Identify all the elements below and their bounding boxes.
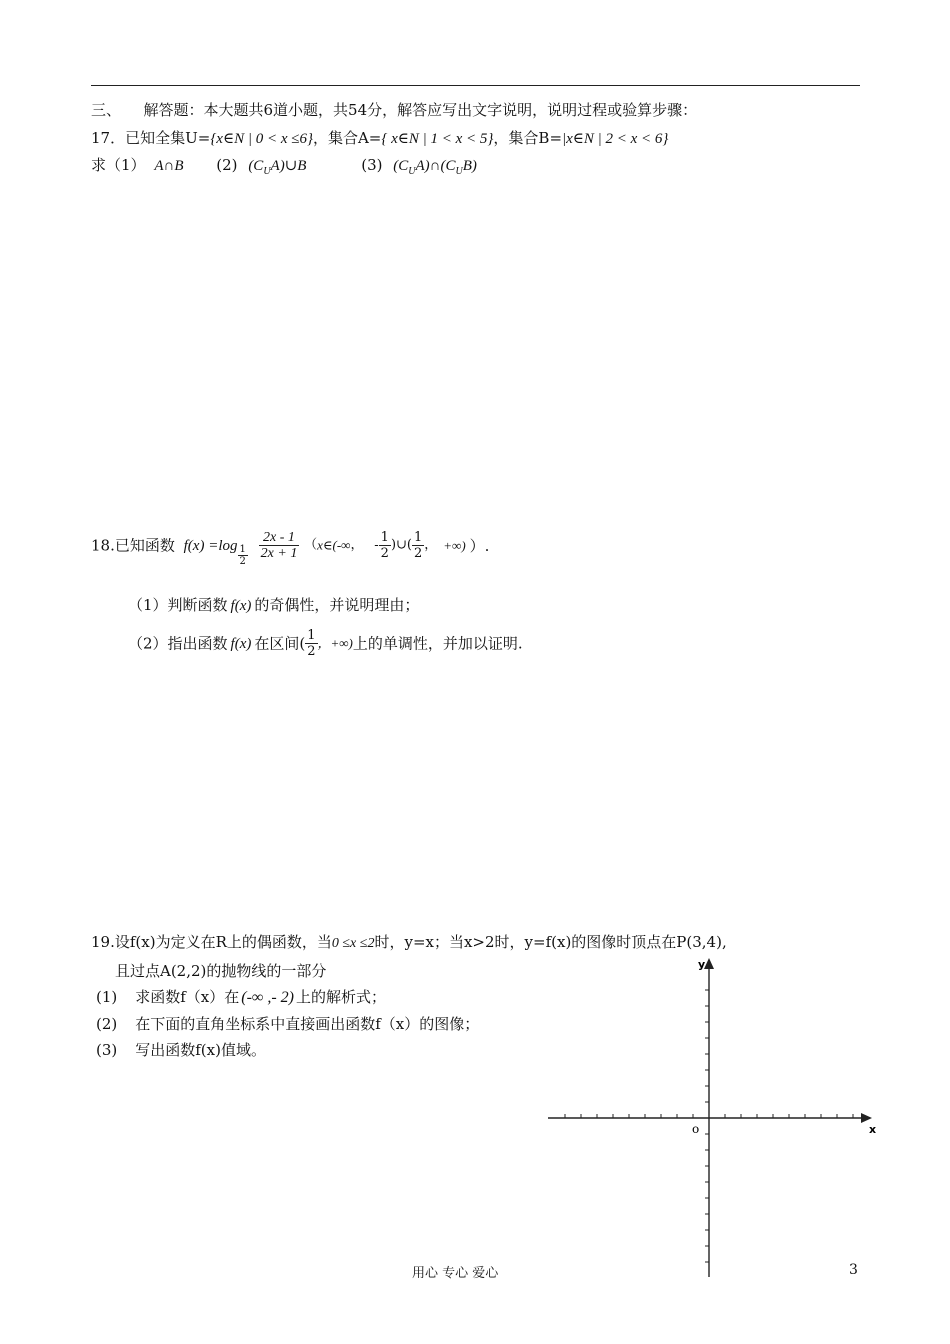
x-axis-label: x — [869, 1123, 877, 1136]
q17-part2-label: (2) — [216, 156, 238, 174]
q18-item2 — [128, 628, 523, 670]
x-axis-arrow-icon — [861, 1113, 872, 1123]
q18-comma1: ， — [350, 537, 364, 553]
q17-part1: A∩B — [154, 158, 184, 174]
q17-line1 — [91, 128, 668, 149]
q19-item3-label: (3) — [96, 1041, 118, 1059]
q19-item1-a: 求函数f（x）在 — [135, 988, 240, 1006]
q19-item1 — [96, 987, 386, 1008]
y-axis-label: y — [698, 958, 706, 971]
q18-item2-a: （2）指出函数 — [128, 634, 228, 653]
q17-set-u: {x∈N | 0 < x ≤6} — [210, 131, 313, 147]
q17-set-a: { x∈N | 1 < x < 5} — [381, 131, 494, 147]
q19-item3 — [96, 1040, 266, 1060]
q18-item2-b: 在区间( — [254, 634, 306, 653]
q18-log-argument: $\frac{2x - 1}{2x + 1}$ — [260, 530, 298, 561]
q18-half-right: $\frac{1}{2}$ — [413, 530, 423, 561]
q19-line2: 且过点A(2,2)的抛物线的一部分 — [115, 962, 327, 980]
q18-minus: - — [374, 537, 379, 553]
q18-domain-x: x∈(-∞ — [317, 537, 351, 553]
q19-item3-text: 写出函数f(x)值域。 — [135, 1041, 266, 1059]
q18-item2-half: $\frac{1}{2}$ — [307, 628, 316, 659]
q18-item1-b: 的奇偶性，并说明理由； — [254, 596, 420, 614]
q18-item2-c: ，+∞) — [317, 635, 353, 651]
q18-fx: f(x) =log — [183, 537, 238, 554]
q18-domain-open: （ — [304, 537, 318, 553]
y-axis-arrow-icon — [704, 958, 714, 969]
q18-plus-inf: +∞) — [443, 537, 466, 553]
q17-part3-sub2: U — [455, 166, 463, 177]
q19-line1-a: 19.设f(x)为定义在R上的偶函数，当 — [91, 933, 332, 951]
q18-domain-close: ）. — [469, 536, 490, 555]
q18-log-base: $\frac{1}{2}$ — [239, 543, 246, 567]
q18-item1-fx: f(x) — [230, 598, 252, 614]
q19-item1-label: (1) — [96, 988, 118, 1006]
q17-prefix: 17．已知全集U= — [91, 129, 211, 147]
q17-mid-b: ，集合B= — [493, 129, 563, 147]
origin-label: o — [692, 1122, 700, 1136]
q17-ask: 求（1） — [91, 156, 146, 174]
q18-union: )∪( — [390, 537, 412, 553]
q17-set-b: |x∈N | 2 < x < 6} — [562, 131, 669, 147]
q18-line1 — [91, 530, 489, 580]
q17-part2-b: A)∪B — [270, 158, 307, 174]
q17-part3-label: (3) — [361, 156, 383, 174]
q17-part3-b: A)∩(C — [415, 158, 456, 174]
q19-item2-text: 在下面的直角坐标系中直接画出函数f（x）的图像； — [135, 1015, 480, 1033]
q19-item1-interval: (-∞ ,- 2) — [241, 989, 294, 1006]
q17-part2-sub: U — [263, 166, 271, 177]
q17-mid-a: ，集合A= — [312, 129, 382, 147]
q18-half-left: $\frac{1}{2}$ — [380, 530, 389, 561]
section-heading: 三、 解答题：本大题共6道小题，共54分，解答应写出文字说明，说明过程或验算步骤： — [91, 101, 698, 119]
q18-item1 — [128, 595, 419, 616]
q18-prefix: 18.已知函数 — [91, 536, 175, 555]
q18-item1-a: （1）判断函数 — [128, 596, 228, 614]
q19-line1 — [91, 932, 727, 954]
q19-line1-cond: 0 ≤x ≤2 — [331, 936, 375, 951]
coordinate-axes — [548, 955, 880, 1280]
q18-comma2: ， — [424, 537, 438, 553]
q17-part3-c: B) — [462, 158, 477, 174]
q17-part2-a: (C — [248, 158, 264, 174]
q19-item2-label: (2) — [96, 1015, 118, 1033]
top-rule — [91, 85, 860, 86]
q17-line2 — [91, 155, 477, 182]
footer-slogan: 用心 专心 爱心 — [412, 1266, 499, 1281]
q19-item2 — [96, 1014, 479, 1034]
q19-item1-b: 上的解析式； — [295, 988, 386, 1006]
q18-item2-fx: f(x) — [230, 635, 252, 652]
page-number: 3 — [849, 1262, 858, 1278]
q17-part3-sub1: U — [408, 166, 416, 177]
q18-item2-d: 上的单调性，并加以证明. — [352, 634, 523, 653]
q17-part3-a: (C — [393, 158, 409, 174]
q19-line1-b: 时，y=x；当x>2时，y=f(x)的图像时顶点在P(3,4), — [374, 933, 727, 951]
